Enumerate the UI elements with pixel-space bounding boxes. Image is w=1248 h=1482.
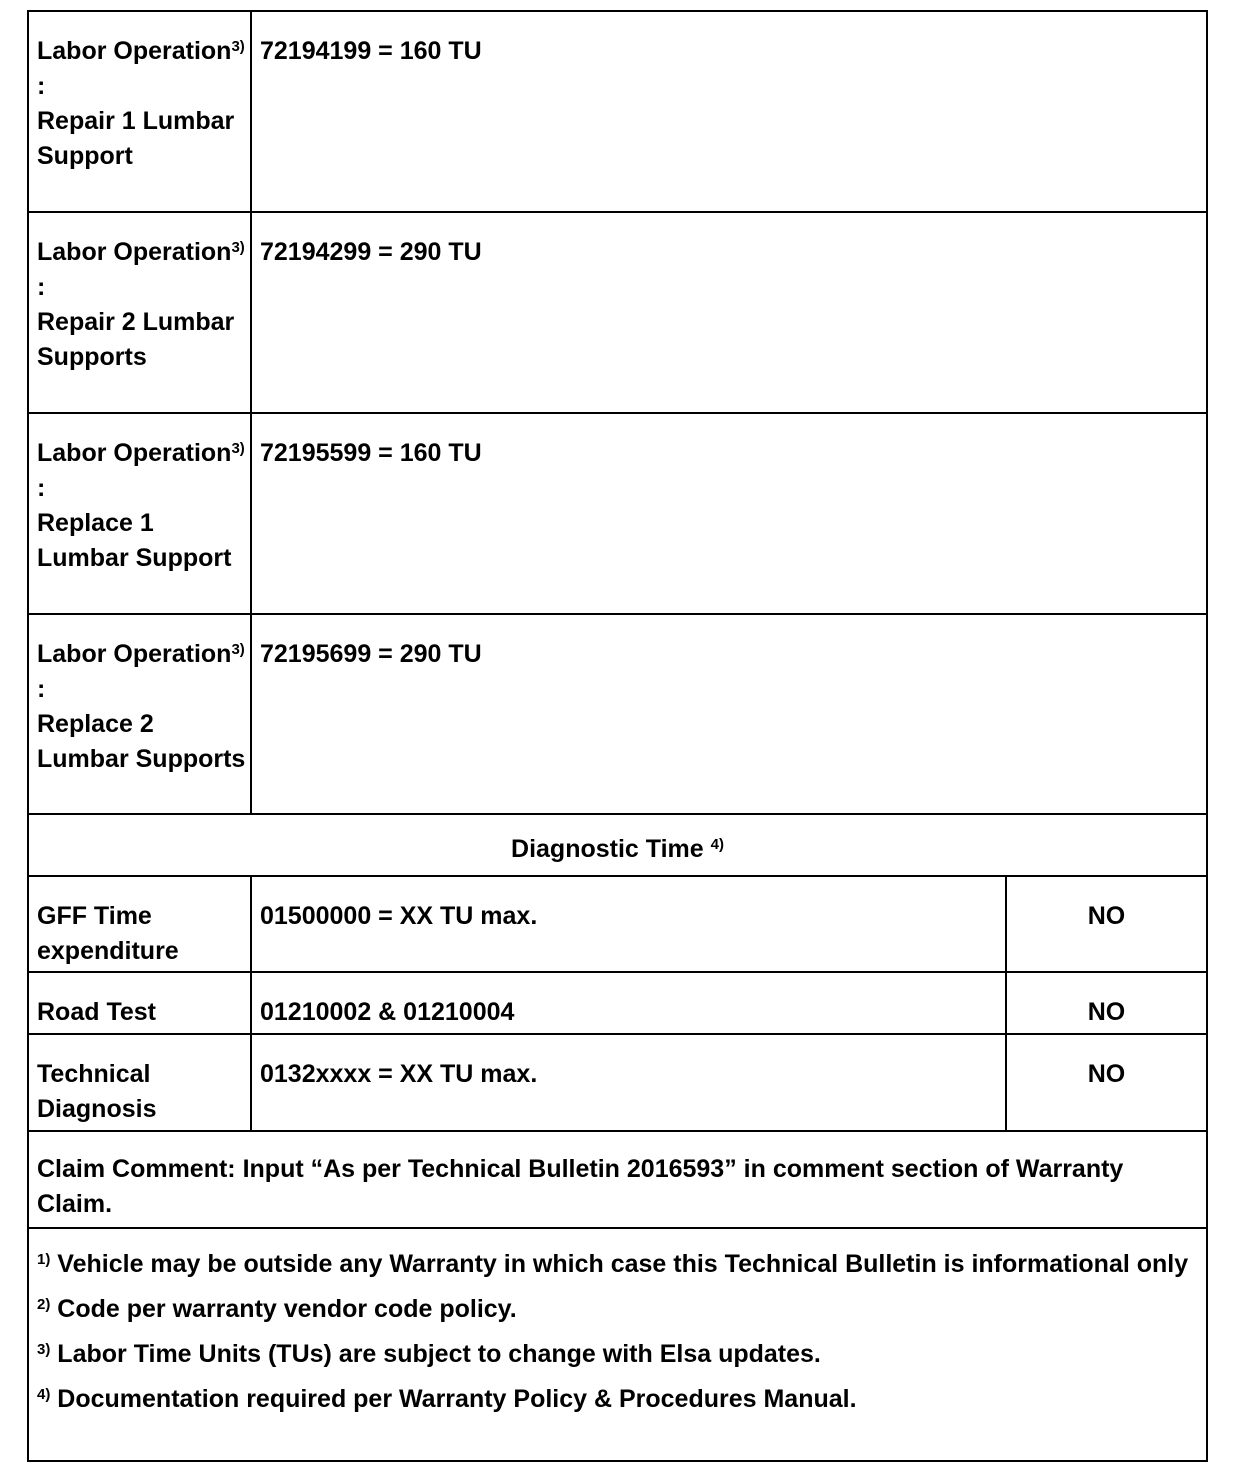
footnotes bbox=[29, 1229, 1206, 1417]
diag-flag-cell bbox=[1007, 1035, 1206, 1130]
labor-label-cell bbox=[29, 12, 252, 211]
diag-code: 01500000 = XX TU max. bbox=[260, 902, 538, 930]
diag-flag-cell bbox=[1007, 973, 1206, 1033]
diag-name: GFF Time expenditure bbox=[37, 902, 179, 965]
diag-code: 0132xxxx = XX TU max. bbox=[260, 1060, 538, 1088]
claim-comment: Claim Comment: Input “As per Technical Bulletin 2016593” in comment section of Warranty Claim. bbox=[37, 1155, 1124, 1218]
table-row bbox=[29, 1035, 1206, 1132]
labor-label: Labor Operation bbox=[37, 640, 232, 668]
diag-flag: NO bbox=[1087, 998, 1126, 1026]
warranty-table bbox=[27, 10, 1208, 1462]
labor-code: 72194299 = 290 TU bbox=[260, 238, 482, 266]
labor-desc: Replace 2 Lumbar Supports bbox=[37, 710, 246, 773]
label-colon: : bbox=[37, 273, 46, 301]
diag-name: Road Test bbox=[37, 998, 156, 1026]
diag-flag-cell bbox=[1007, 877, 1206, 971]
diag-flag: NO bbox=[1087, 1060, 1126, 1088]
table-row bbox=[29, 414, 1206, 615]
table-row bbox=[29, 615, 1206, 815]
diagnostic-header-row bbox=[29, 815, 1206, 877]
table-row bbox=[29, 213, 1206, 414]
labor-code: 72195699 = 290 TU bbox=[260, 640, 482, 668]
footnote-1 bbox=[37, 1247, 1198, 1282]
diag-name-cell bbox=[29, 973, 252, 1033]
labor-desc: Repair 1 Lumbar Support bbox=[37, 107, 235, 170]
footnote-mark: 3) bbox=[37, 1341, 51, 1358]
labor-desc: Replace 1 Lumbar Support bbox=[37, 509, 232, 572]
diag-code-cell bbox=[252, 1035, 1007, 1130]
diag-flag: NO bbox=[1087, 902, 1126, 930]
footnote-2 bbox=[37, 1292, 1198, 1327]
label-colon: : bbox=[37, 474, 46, 502]
footnotes-row bbox=[29, 1229, 1206, 1462]
diag-name: Technical Diagnosis bbox=[37, 1060, 157, 1123]
label-colon: : bbox=[37, 675, 46, 703]
footnote-ref: 3) bbox=[231, 641, 245, 658]
diag-name-cell bbox=[29, 1035, 252, 1130]
labor-code: 72194199 = 160 TU bbox=[260, 37, 482, 65]
footnote-3 bbox=[37, 1337, 1198, 1372]
footnote-ref: 4) bbox=[710, 836, 724, 853]
diag-code: 01210002 & 01210004 bbox=[260, 998, 515, 1026]
footnote-4 bbox=[37, 1382, 1198, 1417]
table-row bbox=[29, 973, 1206, 1035]
diag-code-cell bbox=[252, 973, 1007, 1033]
footnote-ref: 3) bbox=[231, 440, 245, 457]
footnote-mark: 4) bbox=[37, 1386, 51, 1403]
label-colon: : bbox=[37, 72, 46, 100]
labor-code-cell bbox=[252, 12, 1206, 211]
labor-label: Labor Operation bbox=[37, 238, 232, 266]
labor-code-cell bbox=[252, 213, 1206, 412]
labor-code-cell bbox=[252, 414, 1206, 613]
labor-desc: Repair 2 Lumbar Supports bbox=[37, 308, 235, 371]
footnote-mark: 1) bbox=[37, 1251, 51, 1268]
diagnostic-title: Diagnostic Time bbox=[511, 835, 704, 863]
labor-label-cell bbox=[29, 414, 252, 613]
labor-label-cell bbox=[29, 213, 252, 412]
diag-name-cell bbox=[29, 877, 252, 971]
table-row bbox=[29, 877, 1206, 973]
labor-label: Labor Operation bbox=[37, 439, 232, 467]
table-row bbox=[29, 12, 1206, 213]
labor-code-cell bbox=[252, 615, 1206, 813]
labor-code: 72195599 = 160 TU bbox=[260, 439, 482, 467]
labor-label: Labor Operation bbox=[37, 37, 232, 65]
labor-label-cell bbox=[29, 615, 252, 813]
footnote-ref: 3) bbox=[231, 239, 245, 256]
diag-code-cell bbox=[252, 877, 1007, 971]
claim-comment-row bbox=[29, 1132, 1206, 1229]
diagnostic-header bbox=[29, 815, 1206, 864]
footnote-text: Documentation required per Warranty Policy & Procedures Manual. bbox=[57, 1385, 857, 1413]
footnote-ref: 3) bbox=[231, 38, 245, 55]
footnote-text: Code per warranty vendor code policy. bbox=[57, 1295, 517, 1323]
footnote-text: Labor Time Units (TUs) are subject to change with Elsa updates. bbox=[57, 1340, 821, 1368]
footnote-mark: 2) bbox=[37, 1296, 51, 1313]
footnote-text: Vehicle may be outside any Warranty in which case this Technical Bulletin is informational only bbox=[57, 1250, 1189, 1278]
